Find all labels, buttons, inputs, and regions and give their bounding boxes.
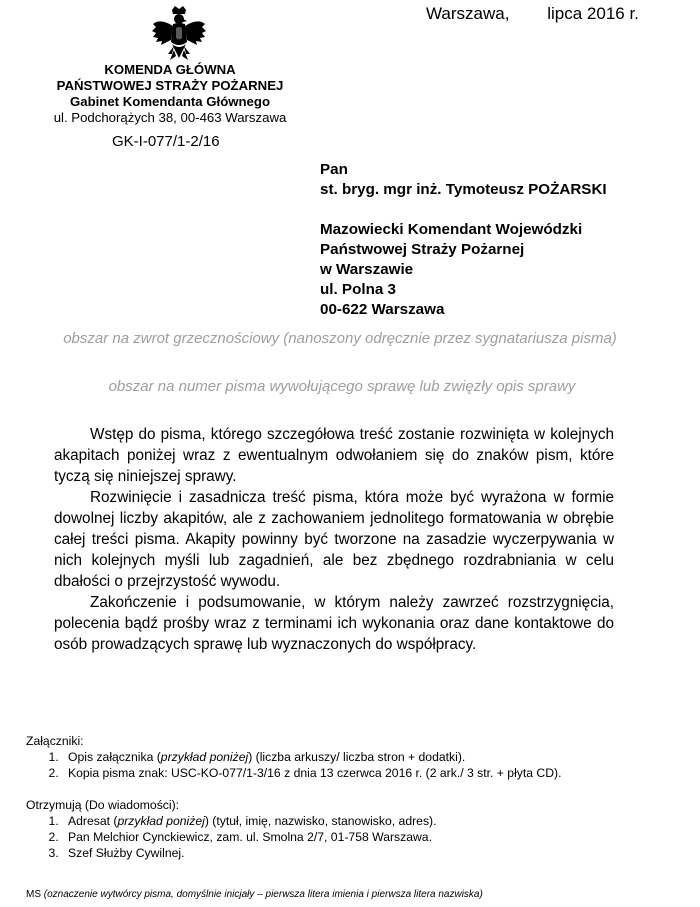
- institution-address: ul. Podchorążych 38, 00-463 Warszawa: [53, 110, 287, 125]
- attachments-list: [26, 749, 626, 781]
- addressee-name: st. bryg. mgr inż. Tymoteusz POŻARSKI: [320, 181, 607, 198]
- addressee-city: 00-622 Warszawa: [320, 301, 445, 318]
- document-reference-number: GK-I-077/1-2/16: [112, 133, 220, 150]
- attachments-and-recipients: [26, 733, 626, 861]
- recipient-item: 2. Pan Melchior Cynckiewicz, zam. ul. Smolna 2/7, 01-758 Warszawa.: [62, 829, 626, 845]
- author-initials: MS: [26, 889, 41, 900]
- institution-unit: Gabinet Komendanta Głównego: [69, 94, 271, 109]
- author-initials-note: [26, 889, 483, 900]
- addressee-street: ul. Polna 3: [320, 281, 396, 298]
- letter-body: [54, 424, 614, 655]
- document-date: Warszawa, lipca 2016 r.: [426, 4, 639, 23]
- recipient-item: 3. Szef Służby Cywilnej.: [62, 845, 626, 861]
- body-paragraph-intro: Wstęp do pisma, którego szczegółowa treść zostanie rozwinięta w kolejnych akapitach poniżej wraz z ewentualnym odwołaniem się do znaków pism, które tyczą się niniejszej sprawy.: [54, 426, 614, 485]
- recipients-list: [26, 813, 626, 861]
- institution-name-line1: KOMENDA GŁÓWNA: [104, 62, 236, 77]
- institution-block: [40, 62, 300, 126]
- case-description-placeholder: obszar na numer pisma wywołującego sprawę lub zwięzły opis sprawy: [108, 378, 576, 395]
- addressee-position-line1: Mazowiecki Komendant Wojewódzki: [320, 221, 583, 238]
- courtesy-phrase-placeholder: obszar na zwrot grzecznościowy (nanoszony odręcznie przez sygnatariusza pisma): [63, 330, 617, 347]
- recipient-item: 1. Adresat (przykład poniżej) (tytuł, imię, nazwisko, stanowisko, adres).: [62, 813, 626, 829]
- author-initials-description: (oznaczenie wytwórcy pisma, domyślnie inicjały – pierwsza litera imienia i pierwsza litera nazwiska): [41, 889, 483, 900]
- attachments-header: Załączniki:: [26, 734, 84, 748]
- body-paragraph-main: Rozwinięcie i zasadnicza treść pisma, która może być wyrażona w formie dowolnej liczby akapitów, ale z zachowaniem jednolitego formatowania w obrębie całej treści pisma. Akapity powinny być tworzone na zasadzie wyczerpywania w nich kolejnych myśli lub zagadnień, ale bez zbędnego rozdrabniania w celu dbałości o przejrzystość wywodu.: [54, 489, 614, 590]
- addressee-position-line2: Państwowej Straży Pożarnej: [320, 241, 525, 258]
- attachment-item: 1. Opis załącznika (przykład poniżej) (liczba arkuszy/ liczba stron + dodatki).: [62, 749, 626, 765]
- addressee-salutation: Pan: [320, 161, 348, 178]
- attachment-item: 2. Kopia pisma znak: USC-KO-077/1-3/16 z dnia 13 czerwca 2016 r. (2 ark./ 3 str. + płyta CD).: [62, 765, 626, 781]
- addressee-block: [320, 160, 607, 320]
- recipients-header: Otrzymują (Do wiadomości):: [26, 798, 180, 812]
- polish-eagle-emblem-icon: [150, 4, 208, 66]
- addressee-position-line3: w Warszawie: [320, 261, 414, 278]
- body-paragraph-conclusion: Zakończenie i podsumowanie, w którym należy zawrzeć rozstrzygnięcia, polecenia bądź prośby wraz z terminami ich wykonania oraz dane kontaktowe do osób prowadzących sprawę lub wyznaczonych do współpracy.: [54, 594, 614, 653]
- institution-name-line2: PAŃSTWOWEJ STRAŻY POŻARNEJ: [56, 78, 284, 93]
